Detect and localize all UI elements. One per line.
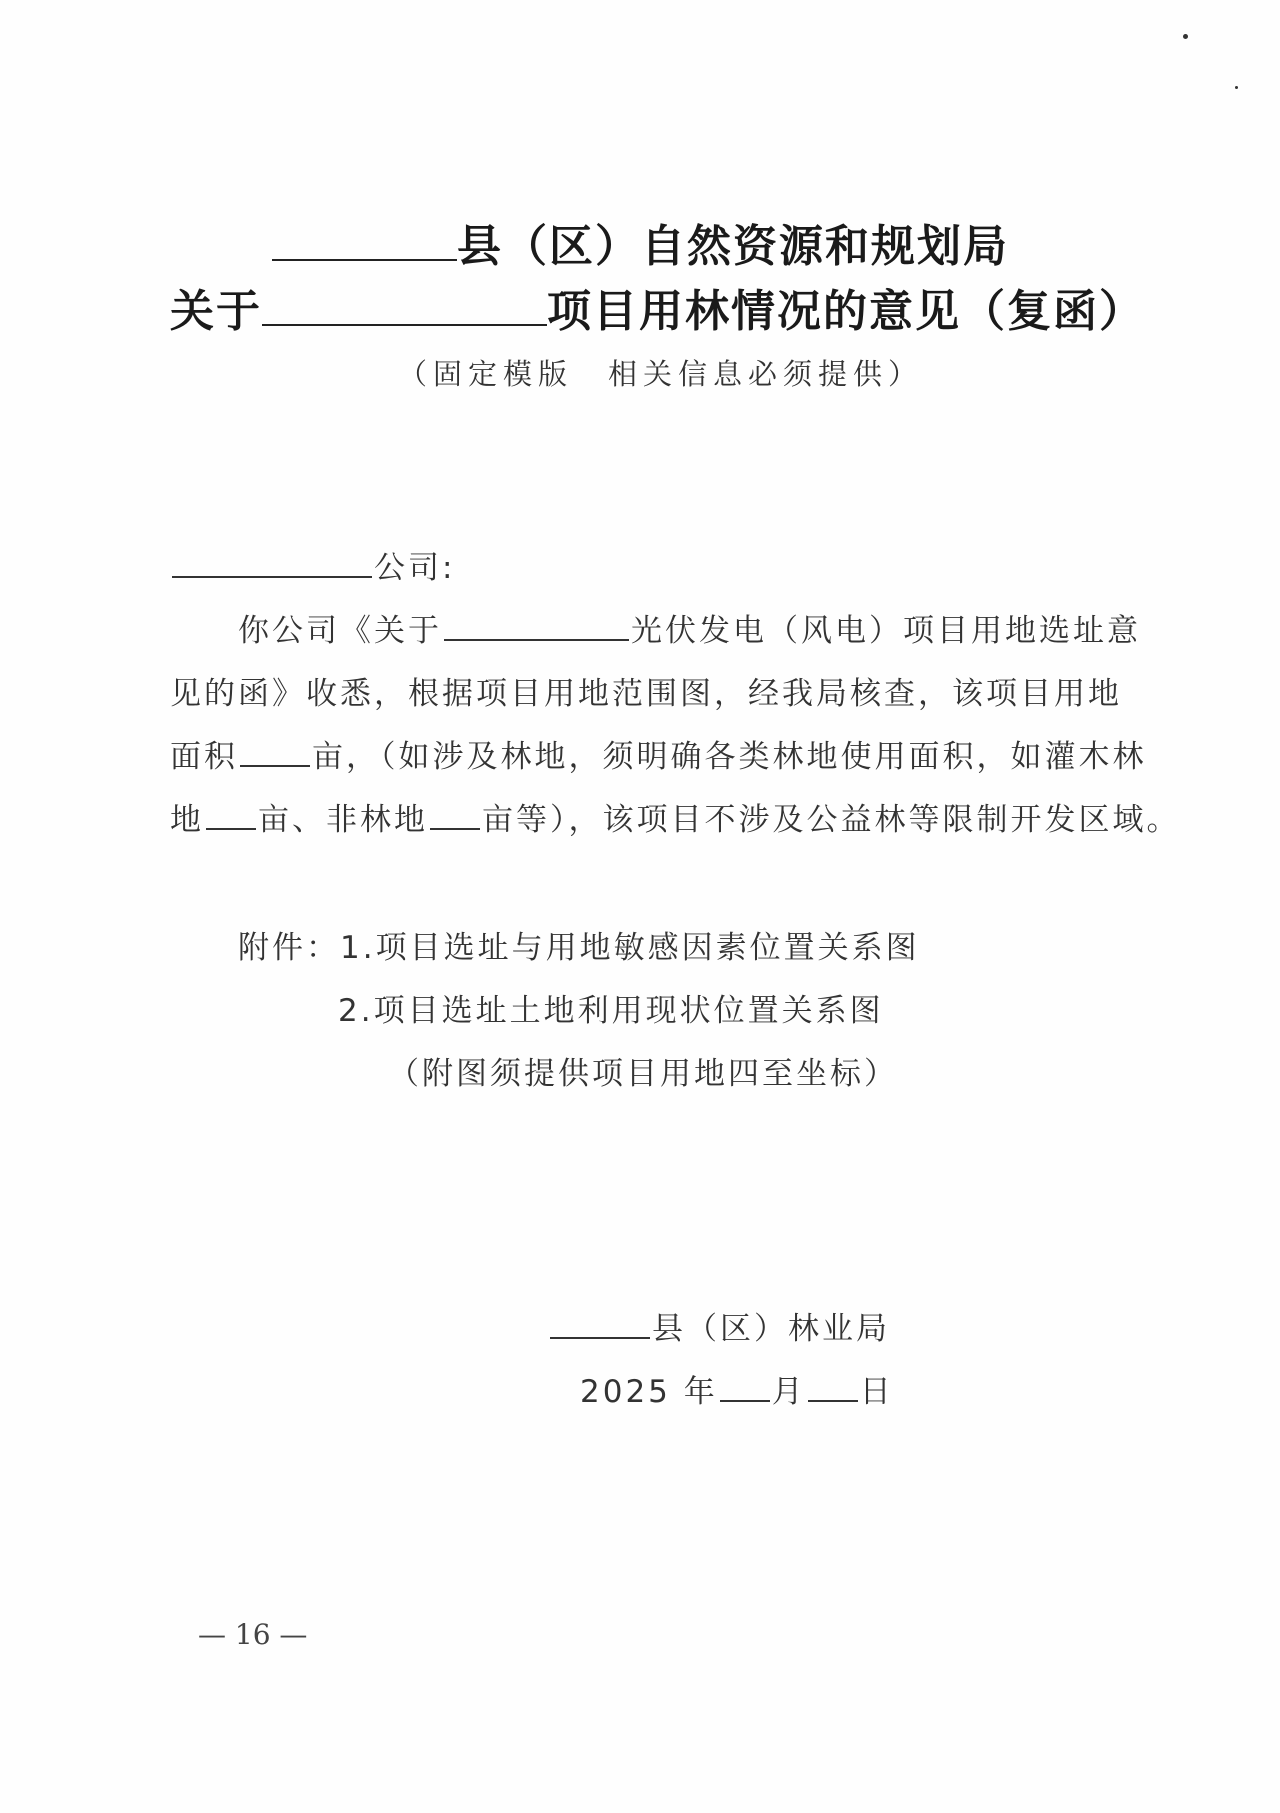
signature-date — [580, 1366, 894, 1411]
company-name-blank[interactable] — [172, 546, 372, 578]
attachment-item-1: 1.项目选址与用地敏感因素位置关系图 — [340, 930, 920, 966]
salutation-text: 公司: — [374, 550, 456, 586]
title-project-blank[interactable] — [262, 288, 547, 326]
scan-speck — [1235, 86, 1238, 89]
signature-county-blank[interactable] — [550, 1307, 650, 1339]
attachment-1 — [238, 922, 920, 967]
month-blank[interactable] — [720, 1370, 770, 1402]
project-name-blank[interactable] — [444, 609, 629, 641]
title-line-2-text: 项目用林情况的意见（复函） — [547, 286, 1145, 337]
salutation — [170, 542, 455, 587]
area-blank[interactable] — [240, 735, 310, 767]
attachment-label: 附件： — [238, 930, 340, 966]
title-line-2-prefix: 关于 — [170, 286, 262, 337]
body-line-4 — [170, 794, 1181, 839]
title-line-1-text: 县（区）自然资源和规划局 — [457, 221, 1009, 272]
body-line-3 — [170, 731, 1147, 776]
body-line-2: 见的函》收悉，根据项目用地范围图，经我局核查，该项目用地 — [170, 676, 1122, 712]
signature-year: 2025 — [580, 1374, 671, 1410]
body-line-4b: 亩、非林地 — [258, 802, 428, 838]
signature-org — [548, 1303, 890, 1348]
signature-day-char: 日 — [859, 1374, 894, 1410]
day-blank[interactable] — [808, 1370, 858, 1402]
signature-org-text: 县（区）林业局 — [652, 1311, 890, 1347]
title-line-2 — [170, 275, 1145, 339]
shrub-forest-area-blank[interactable] — [206, 798, 256, 830]
non-forest-area-blank[interactable] — [430, 798, 480, 830]
signature-month-char: 月 — [771, 1374, 806, 1410]
body-line-4c: 亩等），该项目不涉及公益林等限制开发区域。 — [482, 802, 1181, 838]
title-county-blank[interactable] — [272, 223, 457, 261]
title-line-1 — [272, 210, 1009, 274]
signature-year-char: 年 — [683, 1374, 718, 1410]
template-note: （固定模版 相关信息必须提供） — [398, 357, 924, 391]
body-line-3a: 面积 — [170, 739, 238, 775]
body-line-4a: 地 — [170, 802, 204, 838]
body-line-1b: 光伏发电（风电）项目用地选址意 — [631, 613, 1141, 649]
attachment-note: （附图须提供项目用地四至坐标） — [388, 1056, 898, 1092]
scan-speck — [1183, 34, 1188, 39]
body-line-3b: 亩，（如涉及林地，须明确各类林地使用面积，如灌木林 — [312, 739, 1147, 775]
page-number: — 16 — — [198, 1618, 308, 1651]
body-line-1 — [238, 605, 1141, 650]
body-line-1a: 你公司《关于 — [238, 613, 442, 649]
attachment-2: 2.项目选址土地利用现状位置关系图 — [338, 993, 884, 1029]
